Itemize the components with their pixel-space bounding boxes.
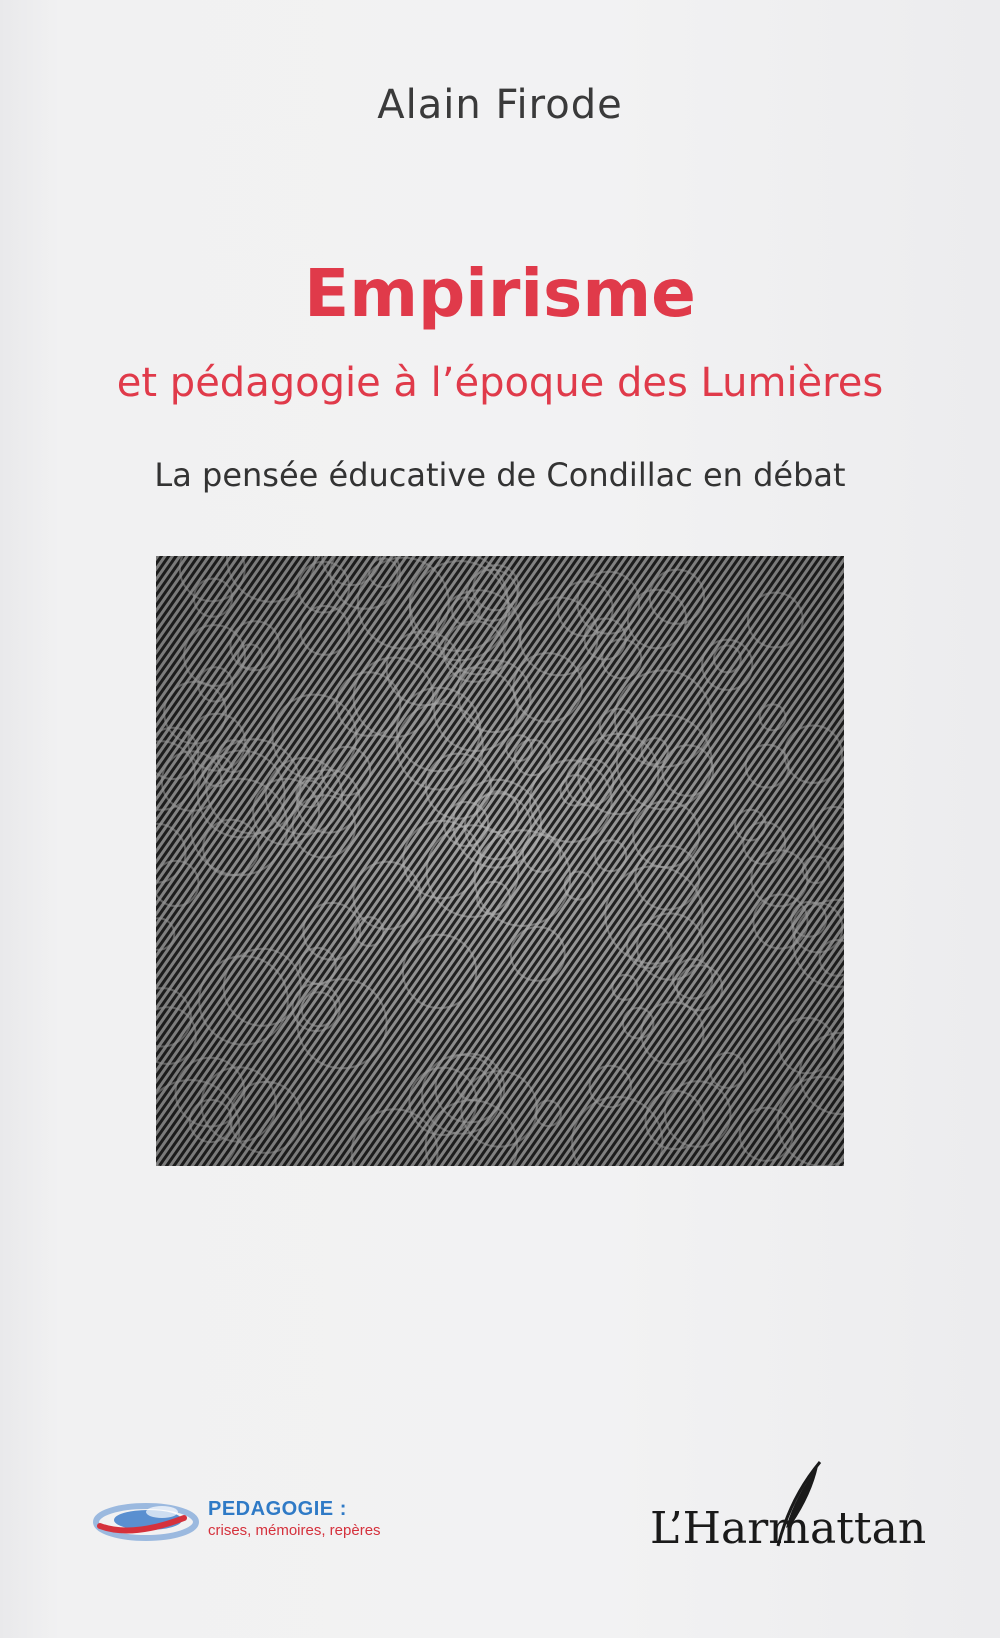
publisher-logo [650,1458,970,1558]
series-swirl-icon [92,1494,200,1546]
publisher-name: L’Harmattan [650,1503,927,1554]
book-subtitle: et pédagogie à l’époque des Lumières [116,360,884,406]
series-subtitle: crises, mémoires, repères [208,1522,381,1539]
book-title: Empirisme [304,255,696,332]
book-tagline: La pensée éducative de Condillac en débat [154,456,846,494]
author-name: Alain Firode [377,82,623,128]
series-name: PEDAGOGIE : [208,1498,347,1520]
cover-artwork [156,556,844,1166]
series-logo-block [92,1488,472,1558]
